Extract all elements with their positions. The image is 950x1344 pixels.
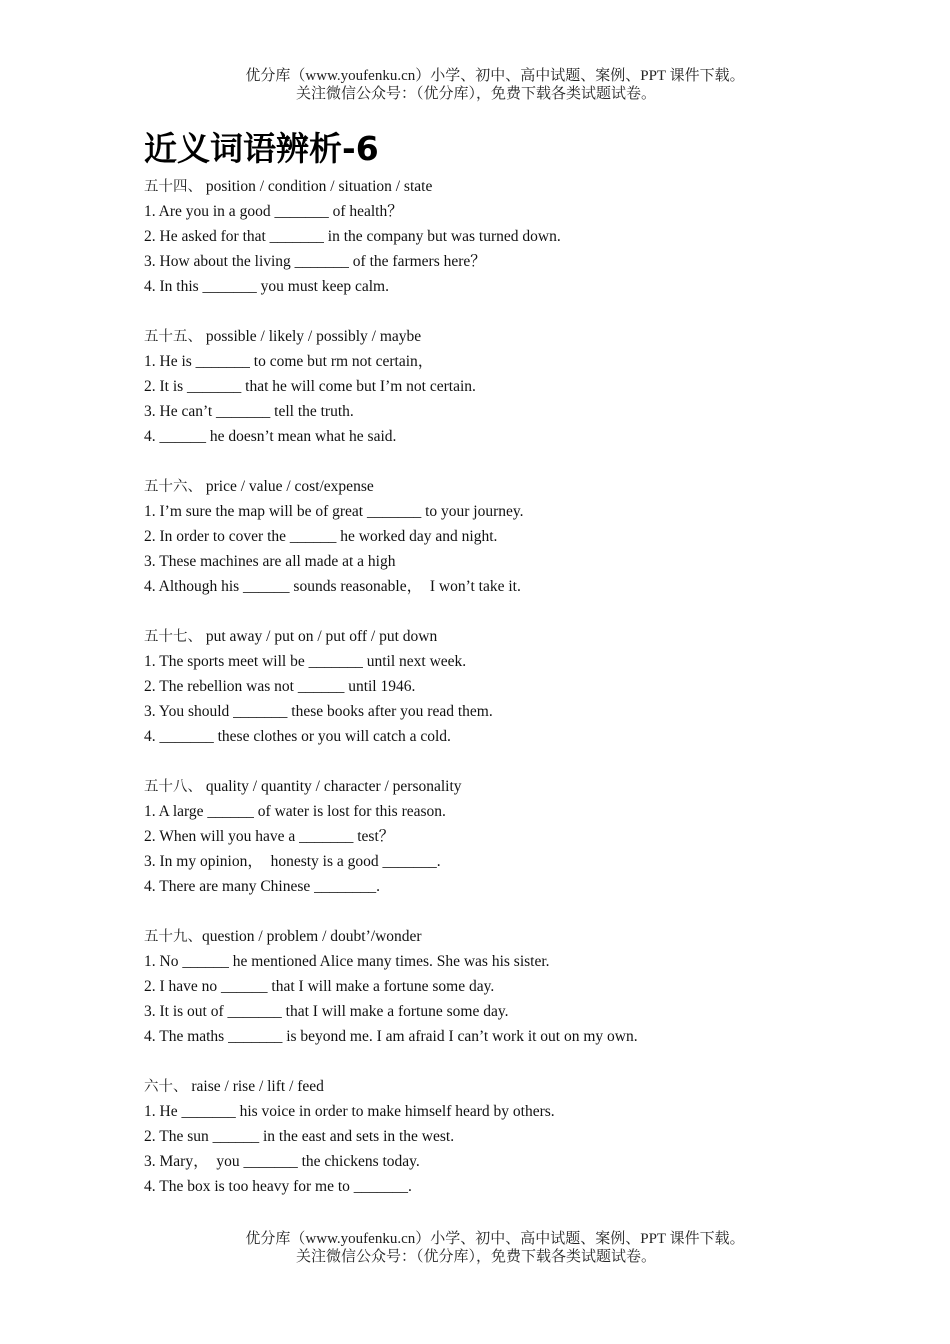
section-words: price / value / cost/expense <box>202 478 374 495</box>
section-words: quality / quantity / character / personality <box>202 778 462 795</box>
section-words: possible / likely / possibly / maybe <box>202 328 422 345</box>
section-number: 五十九、 <box>144 929 202 945</box>
section-60 <box>144 1074 844 1199</box>
section-heading <box>144 474 844 499</box>
question-item: 4. There are many Chinese ________. <box>144 878 381 895</box>
question-item: 4. _______ these clothes or you will catch a cold. <box>144 728 451 745</box>
header-line-wechat: 关注微信公众号：（优分库），免费下载各类试题试卷。 <box>295 86 656 102</box>
section-number: 五十八、 <box>144 779 202 795</box>
question-item: 2. It is _______ that he will come but I’m not certain. <box>144 378 476 395</box>
question-item: 1. He _______ his voice in order to make himself heard by others. <box>144 1103 555 1120</box>
question-item: 3. You should _______ these books after you read them. <box>144 703 493 720</box>
page-footer <box>0 1230 950 1266</box>
question-item: 3. Mary， you _______ the chickens today. <box>144 1153 420 1170</box>
section-words: put away / put on / put off / put down <box>202 628 438 645</box>
section-59 <box>144 924 844 1049</box>
question-item: 2. I have no ______ that I will make a fortune some day. <box>144 978 495 995</box>
section-words: position / condition / situation / state <box>202 178 433 195</box>
document-title: 近义词语辨析-6 <box>144 129 379 168</box>
question-item: 1. No ______ he mentioned Alice many times. She was his sister. <box>144 953 550 970</box>
section-heading <box>144 324 844 349</box>
section-number: 五十四、 <box>144 179 202 195</box>
section-number: 五十五、 <box>144 329 202 345</box>
section-57 <box>144 624 844 749</box>
question-item: 2. He asked for that _______ in the company but was turned down. <box>144 228 561 245</box>
question-item: 4. ______ he doesn’t mean what he said. <box>144 428 397 445</box>
question-item: 1. Are you in a good _______ of health？ <box>144 203 403 220</box>
question-item: 3. These machines are all made at a high <box>144 553 396 570</box>
exercise-content <box>144 174 844 1224</box>
question-item: 1. He is _______ to come but rm not certain， <box>144 353 434 370</box>
question-item: 4. Although his ______ sounds reasonable， I won’t take it. <box>144 578 521 595</box>
section-number: 五十六、 <box>144 479 202 495</box>
section-56 <box>144 474 844 599</box>
page-header <box>0 67 950 103</box>
question-item: 3. It is out of _______ that I will make a fortune some day. <box>144 1003 509 1020</box>
section-heading <box>144 174 844 199</box>
section-heading <box>144 774 844 799</box>
question-item: 3. He can’t _______ tell the truth. <box>144 403 354 420</box>
question-item: 2. The rebellion was not ______ until 1946. <box>144 678 416 695</box>
footer-line-wechat: 关注微信公众号：（优分库），免费下载各类试题试卷。 <box>295 1249 656 1265</box>
section-heading <box>144 624 844 649</box>
question-item: 1. The sports meet will be _______ until next week. <box>144 653 467 670</box>
question-item: 2. When will you have a _______ test？ <box>144 828 395 845</box>
question-item: 4. The maths _______ is beyond me. I am afraid I can’t work it out on my own. <box>144 1028 638 1045</box>
header-line-site: 优分库（www.youfenku.cn）小学、初中、高中试题、案例、PPT 课件下载。 <box>245 68 745 84</box>
section-number: 六十、 <box>144 1079 188 1095</box>
section-58 <box>144 774 844 899</box>
question-item: 1. A large ______ of water is lost for this reason. <box>144 803 446 820</box>
section-heading <box>144 1074 844 1099</box>
question-item: 2. In order to cover the ______ he worked day and night. <box>144 528 498 545</box>
question-item: 1. I’m sure the map will be of great _______ to your journey. <box>144 503 524 520</box>
section-heading <box>144 924 844 949</box>
question-item: 4. In this _______ you must keep calm. <box>144 278 389 295</box>
section-words: question / problem / doubt’/wonder <box>202 928 422 945</box>
question-item: 3. How about the living _______ of the farmers here？ <box>144 253 486 270</box>
section-54 <box>144 174 844 299</box>
question-item: 3. In my opinion， honesty is a good _______. <box>144 853 441 870</box>
question-item: 2. The sun ______ in the east and sets in the west. <box>144 1128 455 1145</box>
section-55 <box>144 324 844 449</box>
question-item: 4. The box is too heavy for me to _______. <box>144 1178 412 1195</box>
section-words: raise / rise / lift / feed <box>187 1078 324 1095</box>
section-number: 五十七、 <box>144 629 202 645</box>
footer-line-site: 优分库（www.youfenku.cn）小学、初中、高中试题、案例、PPT 课件下载。 <box>245 1231 745 1247</box>
